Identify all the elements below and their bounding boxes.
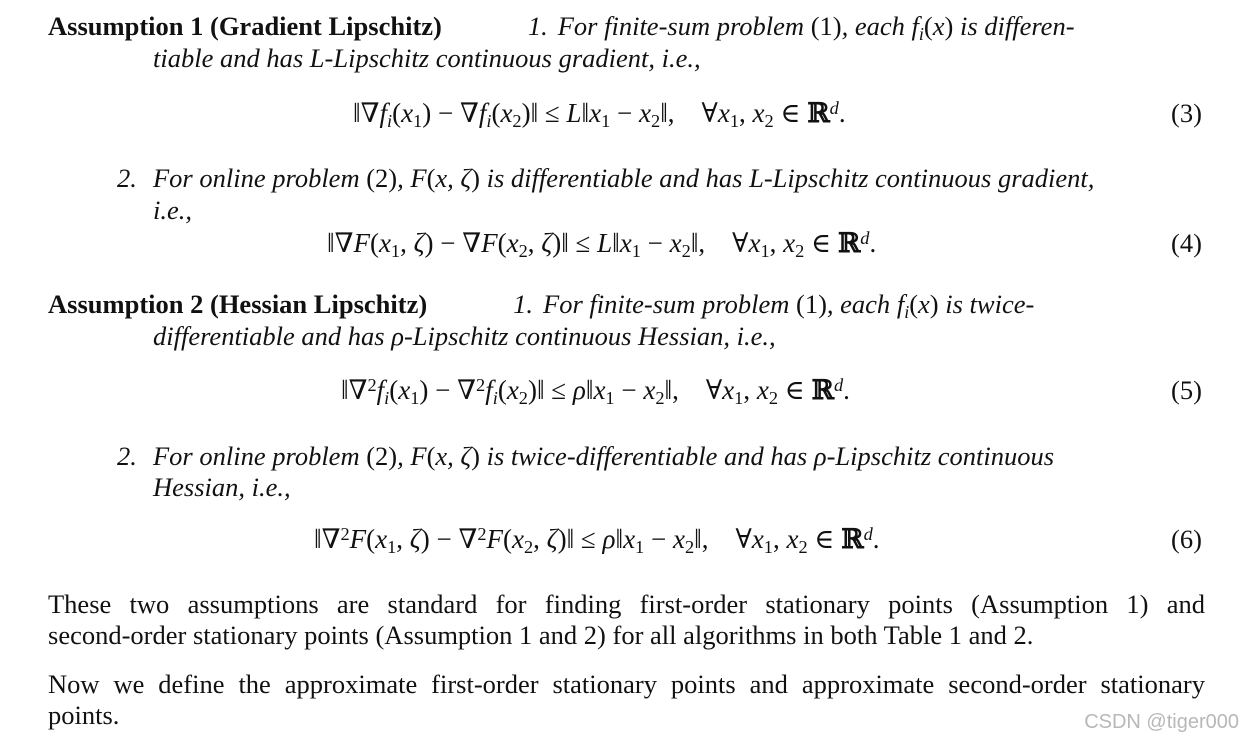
equation-4: $‖\nabla F(x_1$, $\zeta) - \nabla F(x_2$, ζ)‖ ≤ $L‖x_1$ − $x_2‖$, $\forall x_1$, $x_2$ ∈ ℝ$^d$.: [327, 227, 877, 262]
assumption2-item1-text-a: For finite-sum problem: [543, 289, 796, 319]
assumption2-item1-math: $f_i(x)$: [896, 289, 939, 323]
assumption2-item1-text-c: is twice-: [938, 289, 1035, 319]
assumption2-item1-ref[interactable]: (1): [796, 289, 827, 319]
assumption1-item1-math: $f_i(x)$: [911, 11, 954, 45]
assumption2-item1-line1: [48, 288, 1210, 323]
paragraph2-line1: Now we define the approximate first-order stationary points and approximate second-order stationary: [48, 669, 1205, 699]
assumption1-item2-line1: [117, 162, 1210, 194]
assumption2-item2-line2: Hessian, i.e.,: [153, 472, 291, 502]
equation-5: $‖\nabla^2f_i(x_1)$ − $\nabla^2f_i(x_2)‖$ ≤ $\rho‖x_1$ − $x_2‖$, $\forall x_1$, $x_2$ ∈ ℝ$^d$.: [341, 374, 850, 409]
equation-6-number: (6): [1171, 524, 1202, 554]
assumption1-item2-ref[interactable]: (2): [366, 163, 398, 193]
equation-6: $‖\nabla^2F(x_1$, $\zeta) - \nabla^2F(x_2$, ζ)‖ ≤ $\rho‖x_1$ − $x_2‖$, $\forall x_1$, $x_2$ ∈ ℝ$^d$.: [314, 523, 880, 558]
paragraph2-line2: points.: [48, 700, 120, 730]
assumption2-item1-text-b: , each: [826, 289, 897, 319]
assumption1-item1-line1: [48, 10, 1210, 45]
assumption1-item2-text-b: ,: [397, 163, 411, 193]
assumption2-item2-text-b: ,: [397, 441, 411, 471]
assumption2-item2-math: F(x, ζ): [410, 441, 480, 471]
equation-3-number: (3): [1171, 98, 1202, 128]
assumption1-item1-line2: tiable and has L-Lipschitz continuous gradient, i.e.,: [153, 43, 701, 73]
assumption2-item2-text-c: is twice-differentiable and has ρ-Lipschitz continuous: [479, 441, 1055, 471]
assumption1-item1-text-c: is differen-: [953, 11, 1075, 41]
assumption1-heading: Assumption 1 (Gradient Lipschitz): [48, 11, 442, 41]
paragraph1-line1: These two assumptions are standard for finding first-order stationary points (Assumption 1) and: [48, 589, 1205, 619]
assumption1-item1-number: 1.: [527, 11, 548, 41]
paragraph1-line2: second-order stationary points (Assumption 1 and 2) for all algorithms in both Table 1 and 2.: [48, 620, 1034, 650]
equation-4-number: (4): [1171, 228, 1202, 258]
assumption1-item1-ref[interactable]: (1): [810, 11, 842, 41]
assumption2-item1-line2: differentiable and has ρ-Lipschitz continuous Hessian, i.e.,: [153, 321, 776, 351]
assumption2-item1-number: 1.: [513, 289, 534, 319]
assumption1-item1-text-b: , each: [841, 11, 912, 41]
assumption2-item2-number: 2.: [117, 441, 137, 471]
assumption1-item1-text-a: For finite-sum problem: [557, 11, 811, 41]
assumption1-item2-line2: i.e.,: [153, 195, 192, 225]
assumption2-item2-text-a: For online problem: [153, 441, 367, 471]
assumption1-item2-text-a: For online problem: [153, 163, 367, 193]
equation-5-number: (5): [1171, 375, 1202, 405]
equation-3: $‖\nabla f_i(x_1)$ − $\nabla f_i(x_2)‖$ ≤ $L‖x_1$ − $x_2‖$, $\forall x_1$, $x_2$ ∈ ℝ$^d$.: [353, 97, 846, 132]
assumption1-item2-text-c: is differentiable and has L-Lipschitz continuous gradient,: [479, 163, 1095, 193]
assumption1-item2-number: 2.: [117, 163, 137, 193]
assumption2-item2-ref[interactable]: (2): [366, 441, 398, 471]
assumption1-item2-math: F(x, ζ): [410, 163, 480, 193]
assumption2-heading: Assumption 2 (Hessian Lipschitz): [48, 289, 428, 319]
assumption2-item2-line1: [117, 440, 1205, 472]
csdn-watermark: CSDN @tiger000: [1084, 711, 1239, 733]
